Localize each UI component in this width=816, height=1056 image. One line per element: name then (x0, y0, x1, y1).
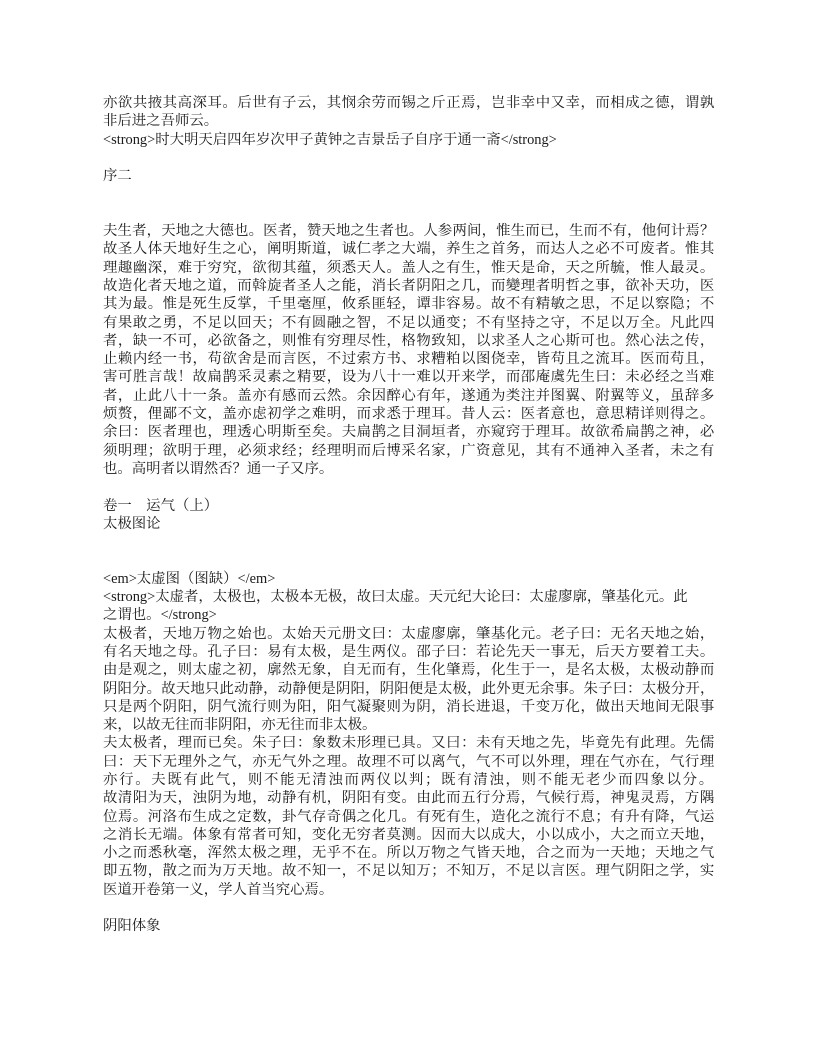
text-line: 夫生者，天地之大德也。医者，赞天地之生者也。人参两间，惟生而已，生而不有，他何计焉？ (103, 223, 715, 240)
text-line: 曰：天下无理外之气，亦无气外之理。故理不可以离气，气不可以外理，理在气亦在，气行理 (103, 753, 715, 770)
text-line: 夫太极者，理而已矣。朱子曰：象数未形理已具。又曰：未有天地之先，毕竟先有此理。先儒 (103, 735, 715, 752)
text-line: 者，缺一不可，必欲备之，则惟有穷理尽性，格物致知，以求圣人之心斯可也。然心法之传， (103, 332, 715, 349)
text-line: 也。高明者以谓然否？通一子又序。 (103, 460, 334, 477)
text-line: <em>太虚图（图缺）</em> (103, 570, 276, 587)
text-line: 太极图论 (103, 515, 161, 532)
text-line: 阴阳体象 (103, 918, 161, 935)
text-line: 非后进之吾师云。 (103, 113, 219, 130)
blank-line (103, 478, 719, 496)
text-line: 有名天地之母。孔子曰：易有太极，是生两仪。邵子曰：若论先天一事无，后天方要着工夫。 (103, 643, 715, 660)
blank-line (103, 533, 719, 551)
text-line: <strong>太虚者，太极也，太极本无极，故曰太虚。天元纪大论曰：太虚廖廓，肇基化元。此 (103, 589, 688, 606)
text-line: 故圣人体天地好生之心，阐明斯道，诚仁孝之大端，养生之首务，而达人之必不可废者。惟其 (103, 241, 715, 258)
blank-line (103, 204, 719, 222)
text-line: 有果敢之勇，不足以回天；不有圆融之智，不足以通变；不有坚持之守，不足以万全。凡此四 (103, 314, 715, 331)
text-line: 止赖内经一书，苟欲舍是而言医，不过索方书、求糟粕以图侥幸，皆苟且之流耳。医而苟且， (103, 351, 715, 368)
text-line: <strong>时大明天启四年岁次甲子黄钟之吉景岳子自序于通一斋</strong> (103, 131, 557, 148)
text-line: 者，止此八十一条。盖亦有感而云然。余因醉心有年，遂通为类注并图翼、附翼等义，虽辞多 (103, 387, 715, 404)
text-line: 之谓也。</strong> (103, 607, 217, 624)
text-content (103, 94, 719, 936)
text-line: 害可胜言哉！故扁鹊采灵素之精要，设为八十一难以开来学，而邵庵虞先生曰：未必经之当难 (103, 369, 715, 386)
text-line: 卷一 运气（上） (103, 497, 219, 514)
text-line: 即五物，散之而为万天地。故不知一，不足以知万；不知万，不足以言医。理气阴阳之学，实 (103, 863, 715, 880)
blank-line (103, 899, 719, 917)
text-line: 烦赘，俚鄙不文，盖亦虑初学之难明，而求悉于理耳。昔人云：医者意也，意思精详则得之。 (103, 406, 715, 423)
blank-line (103, 551, 719, 569)
text-line: 其为最。惟是死生反掌，千里毫厘，攸系匪轻，谭非容易。故不有精敏之思，不足以察隐；不 (103, 296, 715, 313)
text-line: 小之而悉秋毫，浑然太极之理，无乎不在。所以万物之气皆天地，合之而为一天地；天地之气 (103, 845, 715, 862)
text-line: 须明理；欲明于理，必须求经；经理明而后博采名家，广资意见，其有不通神入圣者，未之有 (103, 442, 715, 459)
text-line: 故清阳为天，浊阴为地，动静有机，阴阳有变。由此而五行分焉，气候行焉，神鬼灵焉，方隅 (103, 790, 715, 807)
text-line: 阴阳分。故天地只此动静，动静便是阴阳，阴阳便是太极，此外更无余事。朱子曰：太极分开， (103, 680, 715, 697)
text-line: 医道开卷第一义，学人首当究心焉。 (103, 881, 334, 898)
text-line: 亦行。夫既有此气，则不能无清浊而两仪以判；既有清浊，则不能无老少而四象以分。 (103, 771, 715, 788)
blank-line (103, 149, 719, 167)
text-line: 来，以故无往而非阴阳，亦无往而非太极。 (103, 717, 377, 734)
text-line: 理趣幽深，难于穷究，欲彻其蕴，须悉天人。盖人之有生，惟天是命，天之所毓，惟人最灵。 (103, 259, 715, 276)
text-line: 只是两个阴阳，阴气流行则为阳，阳气凝聚则为阴，消长进退，千变万化，做出天地间无限事 (103, 698, 715, 715)
text-line: 之消长无端。体象有常者可知，变化无穷者莫测。因而大以成大，小以成小，大之而立天地， (103, 826, 715, 843)
text-line: 位焉。河洛布生成之定数，卦气存奇偶之化几。有死有生，造化之流行不息；有升有降，气运 (103, 808, 715, 825)
text-line: 太极者，天地万物之始也。太始天元册文曰：太虚廖廓，肇基化元。老子曰：无名天地之始， (103, 625, 715, 642)
text-line: 余曰：医者理也，理透心明斯至矣。夫扁鹊之目洞垣者，亦窥窍于理耳。故欲希扁鹊之神，必 (103, 424, 715, 441)
text-line: 亦欲共掖其高深耳。后世有子云，其悯余劳而锡之斤正焉，岂非幸中又幸，而相成之德，谓孰 (103, 95, 715, 111)
text-line: 由是观之，则太虚之初，廓然无象，自无而有，生化肇焉，化生于一，是名太极，太极动静而 (103, 662, 715, 679)
blank-line (103, 185, 719, 203)
text-line: 序二 (103, 168, 132, 185)
text-line: 故造化者天地之道，而斡旋者圣人之能，消长者阴阳之几，而變理者明哲之事，欲补天功，医 (103, 277, 715, 294)
